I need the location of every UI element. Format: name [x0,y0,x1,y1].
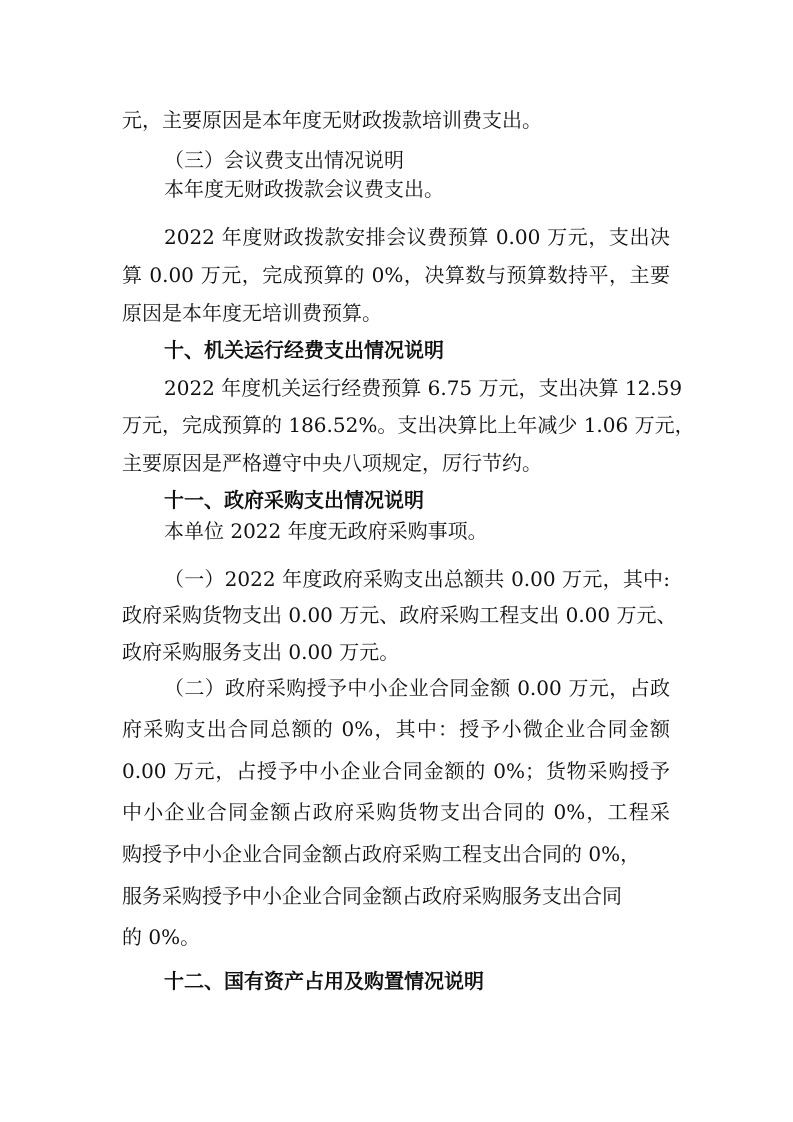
paragraph-line: 0.00 万元，占授予中小企业合同金额的 0%；货物采购授予 [122,759,670,783]
paragraph-line: 的 0%。 [122,925,201,949]
paragraph-line: 算 0.00 万元，完成预算的 0%，决算数与预算数持平，主要 [122,263,670,287]
paragraph-line: 万元，完成预算的 186.52%。支出决算比上年减少 1.06 万元， [122,413,695,437]
paragraph-line: 本年度无财政拨款会议费支出。 [164,177,444,201]
paragraph-line: 政府采购货物支出 0.00 万元、政府采购工程支出 0.00 万元、 [122,603,677,627]
paragraph-line: （一）2022 年度政府采购支出总额共 0.00 万元，其中: [164,567,670,591]
section-heading-11: 十一、政府采购支出情况说明 [164,488,424,512]
paragraph-line: 2022 年度财政拨款安排会议费预算 0.00 万元，支出决 [164,225,670,249]
paragraph-line: 购授予中小企业合同金额占政府采购工程支出合同的 0%， [122,842,641,866]
section-heading-10: 十、机关运行经费支出情况说明 [164,338,444,362]
paragraph-line: 原因是本年度无培训费预算。 [122,301,382,325]
paragraph-line: 政府采购服务支出 0.00 万元。 [122,640,400,664]
section-heading-12: 十二、国有资产占用及购置情况说明 [164,969,484,993]
paragraph-line: 服务采购授予中小企业合同金额占政府采购服务支出合同 [122,884,622,908]
paragraph-line: 府采购支出合同总额的 0%，其中：授予小微企业合同金额 [122,717,670,741]
paragraph-line: 本单位 2022 年度无政府采购事项。 [164,519,488,543]
paragraph-line: 中小企业合同金额占政府采购货物支出合同的 0%，工程采 [122,800,670,824]
subsection-heading-meeting-fees: （三）会议费支出情况说明 [164,148,404,172]
paragraph-line: 2022 年度机关运行经费预算 6.75 万元，支出决算 12.59 [164,376,683,400]
paragraph-line: 主要原因是严格遵守中央八项规定，厉行节约。 [122,451,542,475]
paragraph-line: 元，主要原因是本年度无财政拨款培训费支出。 [122,108,542,132]
paragraph-line: （二）政府采购授予中小企业合同金额 0.00 万元，占政 [164,676,670,700]
